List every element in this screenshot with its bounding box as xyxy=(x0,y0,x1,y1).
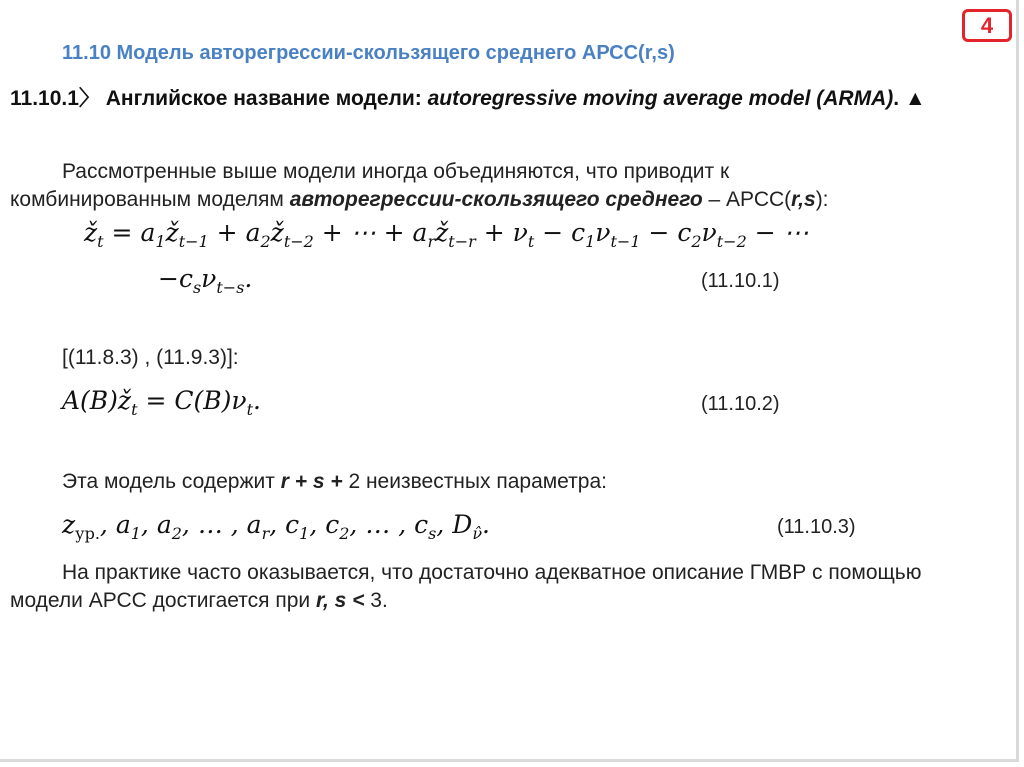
subsection-suffix: . ▲ xyxy=(893,87,926,110)
p2-params: r + s + xyxy=(280,470,343,493)
equation-2: $A(B)ž_t = C(B)\nu_t$. xyxy=(62,386,261,419)
p1-text-end: ): xyxy=(815,188,829,211)
p1-params: r,s xyxy=(791,188,816,211)
equation-3-number: (11.10.3) xyxy=(777,516,856,538)
p1-bold-term: авторегрессии-скользящего среднего xyxy=(289,188,703,211)
equation-1-number: (11.10.1) xyxy=(701,270,780,292)
section-heading: 11.10 Модель авторегрессии-скользящего среднего АРСС(r,s) xyxy=(62,42,675,64)
p2-text-start: Эта модель содержит xyxy=(62,470,281,493)
english-model-name: autoregressive moving average model (ARMA) xyxy=(427,87,894,110)
page-number-badge: 4 xyxy=(962,9,1012,42)
equation-1-line-2: $-c_s\nu_{t-s}$. xyxy=(158,264,253,297)
paragraph-2 xyxy=(62,470,607,494)
paragraph-3-line-2 xyxy=(10,589,388,613)
p3-params: r, s < xyxy=(316,589,365,612)
references: [(11.8.3) , (11.9.3)]: xyxy=(62,346,239,369)
paragraph-3-line-1: На практике часто оказывается, что достаточно адекватное описание ГМВР с помощью xyxy=(62,561,922,584)
subsection-heading xyxy=(10,82,926,112)
equation-3: $z_{ур.}$, $a_1$, $a_2$, … , $a_r$, $c_1$, $c_2$, … , $c_s$, $D_{\nû}$. xyxy=(62,510,490,543)
p3-text-start: модели АРСС достигается при xyxy=(10,589,316,612)
subsection-prefix: 11.10.1〉 Английское название модели: xyxy=(10,87,428,110)
p1-text-start: комбинированным моделям xyxy=(10,188,290,211)
paragraph-1-line-1: Рассмотренные выше модели иногда объединяются, что приводит к xyxy=(62,160,730,183)
p1-text-mid: – АРСС( xyxy=(702,188,792,211)
p2-text-end: 2 неизвестных параметра: xyxy=(342,470,607,493)
equation-1-line-1: $ž_t$ = $a_1ž_{t-1}$ + $a_2ž_{t-2}$ + ⋯ + $a_rž_{t-r} + \nu_t - c_1\nu_{t-1} - c_2\nu_{t-2}$ − ⋯ xyxy=(84,218,809,251)
paragraph-1-line-2 xyxy=(10,188,829,212)
equation-2-number: (11.10.2) xyxy=(701,393,780,415)
p3-text-end: 3. xyxy=(364,589,388,612)
